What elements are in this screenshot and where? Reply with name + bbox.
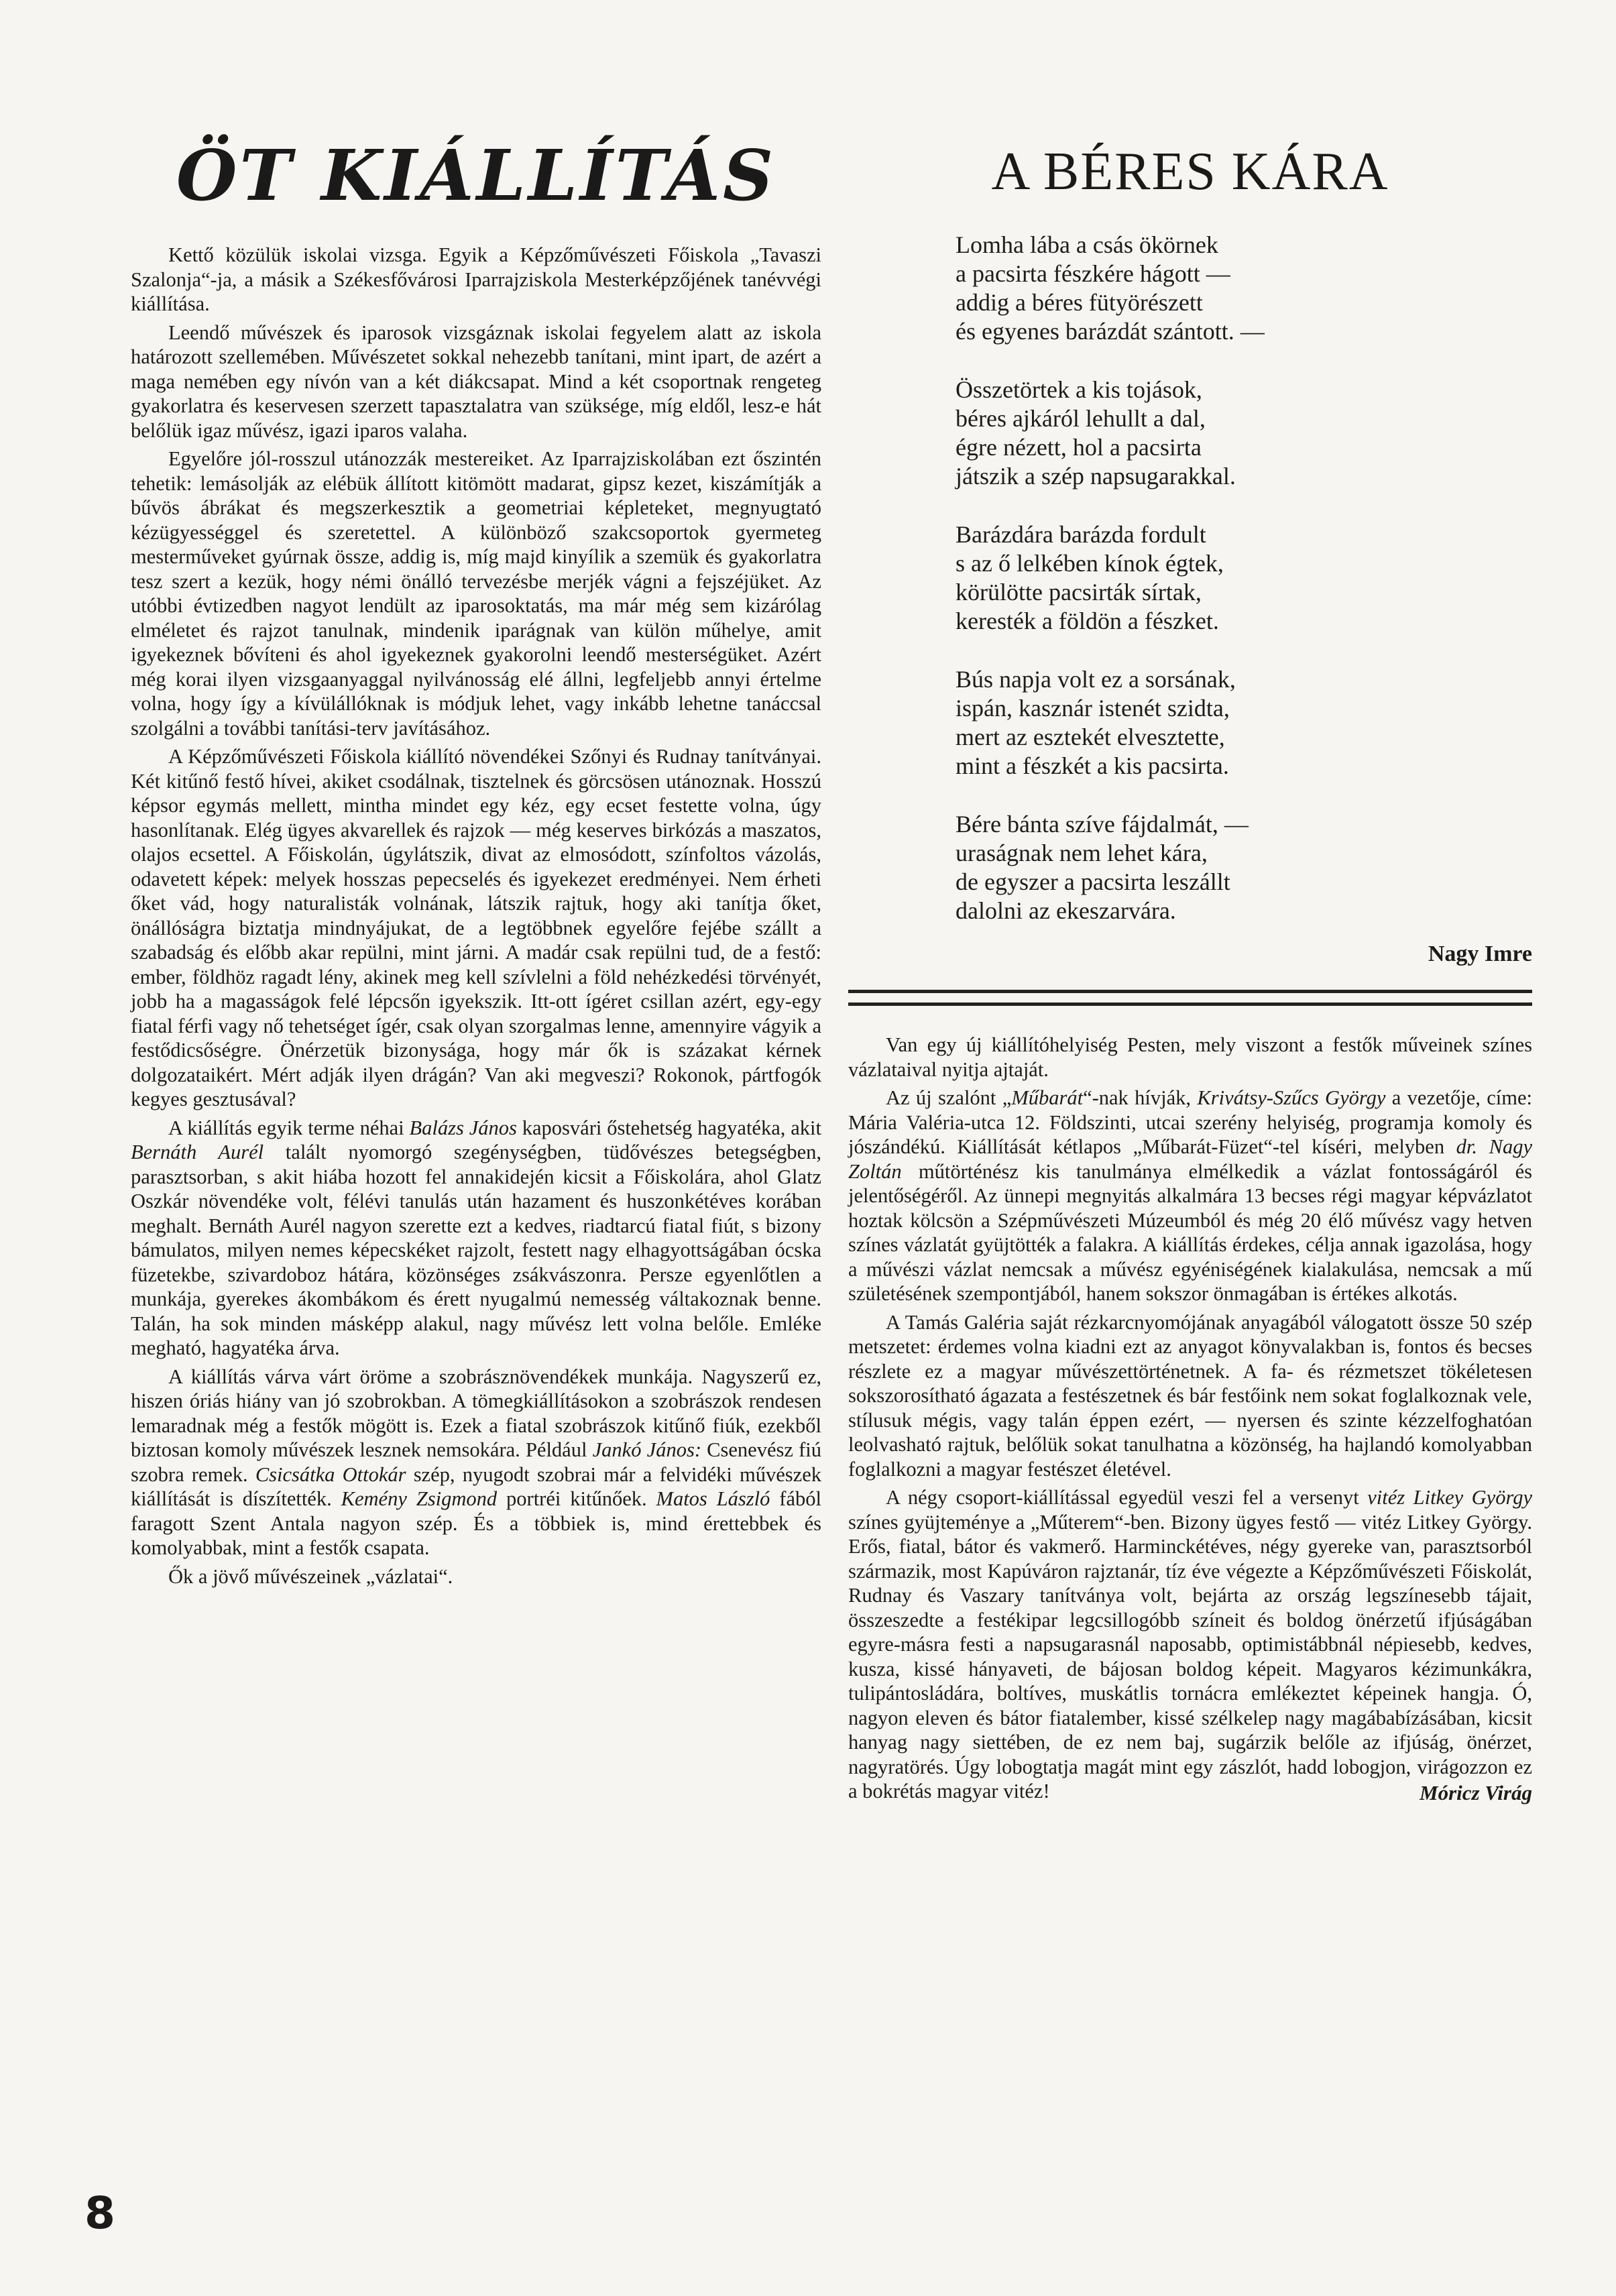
poem-line: keresték a földön a fészket. <box>956 608 1219 634</box>
poem-title: A BÉRES KÁRA <box>991 142 1389 201</box>
poem-line: mint a fészkét a kis pacsirta. <box>956 752 1229 779</box>
poem-line: addig a béres fütyörészett <box>956 289 1203 316</box>
paragraph: A Képzőművészeti Főiskola kiállító növendékei Szőnyi és Rudnay tanítványai. Két kitűnő festő hívei, akiket csodálnak, tisztelnek és görcsösen utánoznak. Hosszú képsor egymás mellett, mintha mindet egy kéz, egy ecset festette volna, úgy hasonlítanak. Elég ügyes akvarellek és rajzok — még keserves birkózás a maszatos, olajos ecsettel. A Főiskolán, úgylátszik, divat az elmosódott, színfoltos vázolás, odavetett képek: melyek hosszas pepecselés és igyekezet eredményei. Nem érheti őket vád, hogy naturalisták volnának, látszik rajtuk, hogy aki tanítja őket, önállóságra biztatja mindnyájukat, de a legtöbbnek egyelőre fejébe szállt a szabadság és előbb akar repülni, mint járni. A madár csak repülni tud, de a festő: ember, földhöz ragadt lény, akinek meg kell szívlelni a föld nehézkedési törvényét, jobb ha a magasságok felé lépcsőn igyekszik. Itt-ott ígéret csillan azért, egy-egy fiatal férfi vagy nő tehetséget ígér, csak olyan szorgalmas lenne, amennyire vágyik a festődicsőségre. Önérzetük bizonysága, hogy már ők is százakat kérnek dolgozataikért. Mért adják ilyen drágán? Van aki megveszi? Rokonok, pártfogók kegyes gesztusával? <box>131 745 821 1110</box>
italic-name: Bernáth Aurél <box>131 1141 264 1163</box>
poem-line: mert az esztekét elvesztette, <box>956 724 1225 750</box>
page-number: 8 <box>84 2187 115 2239</box>
italic-name: Kemény Zsigmond <box>341 1487 498 1510</box>
paragraph-closing: Ők a jövő művészeinek „vázlatai“. <box>168 1564 453 1588</box>
poem-stanza <box>956 665 1532 781</box>
poem-line: uraságnak nem lehet kára, <box>956 840 1208 866</box>
poem-line: égre nézett, hol a pacsirta <box>956 434 1202 461</box>
poem-line: Lomha lába a csás ökörnek <box>956 231 1218 258</box>
paragraph: Egyelőre jól-rosszul utánozzák mestereiket. Az Iparrajziskolában ezt őszintén tehetik: lemásolják az elébük állított kitömött madarat, gipsz kezet, kiszámítják a bűvös ábrákat és megszerkesztik a geometriai képleteket, megnyugtató kézügyességgel és szeretettel. A különböző szakcsoportok gyermeteg mesterműveket gyúrnak össze, addig is, míg majd kinyílik a szemük és gyakorlatra tesz szert a kezük, hogy némi önálló tervezésbe merjék vágni a fejszéjüket. Az utóbbi évtizedben nagyot lendült az iparosoktatás, ma már még sem kizárólag elméletet és rajzot tanulnak, mindenik iparágnak van külön műhelye, amit igyekeznek bővíteni és ahol igyekeznek gyakorolni leendő mesterségüket. Azért még korai ilyen vizsgaanyaggal nyilvánosság elé állni, legfeljebb annyi értelme volna, hogy így a kívülállóknak is módjuk lehet, vagy inkább lehetne tanáccsal szolgálni a további tanítási-terv javításához. <box>131 447 821 740</box>
poem-line: és egyenes barázdát szántott. — <box>956 318 1265 345</box>
poem-author: Nagy Imre <box>1428 941 1532 966</box>
paragraph: Az új szalónt „Műbarát“-nak hívják, Krivátsy-Szűcs György a vezetője, címe: Mária Valéria-utca 12. Földszinti, utcai szerény helyiség, programja komoly és jószándékú. Kiállítását kétlapos „Műbarát-Füzet“-tel kíséri, melyben dr. Nagy Zoltán műtörténész kis tanulmánya elmélkedik a vázlat fontosságáról és jelentőségéről. Az ünnepi megnyitás alkalmára 13 becses régi magyar képvázlatot hoztak kölcsön a Szépművészeti Múzeumból és még 20 élő művész vagy hetven színes vázlatát gyüjtötték a falakra. A kiállítás érdekes, célja annak igazolása, hogy a művészi vázlat nemcsak a művész egyéniségének kialakulása, nemcsak a mű születésének szempontjából, hanem sokszor önmagában is értékes alkotás. <box>848 1086 1532 1305</box>
paragraph: A Tamás Galéria saját rézkarcnyomójának anyagából válogatott össze 50 szép metszetet: érdemes volna kiadni ezt az anyagot könyvalakban is, fontos és becses részlete ez a magyar művészettörténetnek. A fa- és rézmetszet tökéletesen sokszorosítható ágazata a festészetnek és bár festőink nem sokat foglalkoznak vele, stílusuk mégis, vagy talán éppen ezért, — nyersen és szinte kézzelfoghatóan leolvasható rajtuk, belőlük sokat tanulhatna a közönség, ha hajlandó komolyabban foglalkozni a magyar festészet életével. <box>848 1310 1532 1481</box>
poem-stanza <box>956 810 1532 925</box>
article-title-ot-kiallitas: ÖT KIÁLLÍTÁS <box>176 134 776 217</box>
section-divider <box>848 990 1532 1006</box>
poem-line: de egyszer a pacsirta leszállt <box>956 868 1230 895</box>
paragraph: A kiállítás egyik terme néhai Balázs János kaposvári őstehetség hagyatéka, akit Bernáth Aurél talált nyomorgó szegénységben, tüdővészes betegségben, parasztsorban, s akit hiába hozott fel annakidején kicsit a Főiskolára, ahol Glatz Oszkár növendéke volt, félévi tanulás után hazament és huszonkétéves korában meghalt. Bernáth Aurél nagyon szerette ezt a kedves, riadtarcú fiatal fiút, s bizony bámulatos, milyen nemes képecskéket rajzolt, festett nagy elhagyottságában ócska füzetekbe, szivardoboz hátára, közönséges zsákvászonra. Persze egyenlőtlen a munkája, gyerekes ákombákom és érett nyugalmú nemesség váltakoznak benne. Talán, ha sok minden másképp alakul, nagy művész lett volna belőle. Emléke megható, hagyatéka árva. <box>131 1116 821 1359</box>
article-body-exhibitions <box>848 1033 1532 1804</box>
italic-name: Műbarát <box>1011 1086 1084 1109</box>
italic-name: dr. Nagy Zoltán <box>848 1135 1532 1183</box>
paragraph: Van egy új kiállítóhelyiség Pesten, mely viszont a festők műveinek színes vázlataival nyitja ajtaját. <box>848 1033 1532 1081</box>
poem-line: játszik a szép napsugarakkal. <box>956 463 1236 490</box>
poem-line: Barázdára barázda fordult <box>956 521 1206 548</box>
left-column <box>131 121 821 1590</box>
poem-line: s az ő lelkében kínok égtek, <box>956 550 1224 577</box>
italic-name: Krivátsy-Szűcs György <box>1197 1086 1386 1109</box>
poem-stanza <box>956 520 1532 636</box>
poem-stanza <box>956 231 1532 346</box>
poem-line: béres ajkáról lehullt a dal, <box>956 405 1206 432</box>
poem-line: a pacsirta fészkére hágott — <box>956 260 1230 287</box>
poem-line: ispán, kasznár istenét szidta, <box>956 695 1230 722</box>
italic-name: Matos László <box>656 1487 770 1510</box>
poem-line: körülötte pacsirták sírtak, <box>956 579 1202 606</box>
poem-line: dalolni az ekeszarvára. <box>956 897 1176 924</box>
poem-line: Összetörtek a kis tojások, <box>956 376 1202 403</box>
poem-line: Bús napja volt ez a sorsának, <box>956 666 1236 693</box>
poem-stanza <box>956 376 1532 491</box>
italic-name: Csicsátka Ottokár <box>255 1462 406 1486</box>
article-body-ot-kiallitas <box>131 243 821 1589</box>
paragraph: A négy csoport-kiállítással egyedül veszi fel a versenyt vitéz Litkey György színes gyüjteménye a „Műterem“-ben. Bizony ügyes festő — vitéz Litkey György. Erős, fiatal, bátor és vakmerő. Harminckétéves, négy gyereke van, parasztsorból származik, most Kapúváron rajztanár, tíz éve végezte a Képzőművészeti Főiskolát, Rudnay és Vaszary tanítványa volt, bejárta az ország legszínesebb tájait, összeszedte a festékipar legcsillogóbb színeit és boldog önérzetű ifjúságában egyre-másra festi a napsugarasnál naposabb, optimistábbnál népiesebb, kedves, kusza, kissé hányaveti, de bájosan boldog képeit. Magyaros kézimunkákra, tulipántosládára, boltíves, muskátlis tornácra emlékeztet képeinek hangja. Ó, nagyon eleven és bátor fiatalember, kissé szélkelep nagy magábabízásában, kicsit hanyag nagy siettében, de ez nem baj, sugárzik belőle az ifjúság, önérzet, nagyratörés. Úgy lobogtatja magát mint egy zászlót, hadd lobogjon, virágozzon ez a bokrétás magyar vitéz! <box>848 1486 1532 1802</box>
poem-line: Bére bánta szíve fájdalmát, — <box>956 811 1249 838</box>
italic-name: Balázs János <box>409 1116 517 1139</box>
italic-name: vitéz Litkey György <box>1367 1486 1532 1509</box>
article-signature: Móricz Virág <box>1420 1780 1532 1804</box>
italic-name: Jankó János: <box>592 1438 701 1461</box>
right-column <box>848 121 1532 1805</box>
paragraph: Leendő művészek és iparosok vizsgáznak iskolai fegyelem alatt az iskola határozott szellemében. Művészetet sokkal nehezebb tanítani, mint ipart, de azért a maga nemében egy nívón van a két diákcsapat. Mind a két csoportnak rengeteg gyakorlatra és keservesen szerzett tapasztalatra van szüksége, míg eldől, lesz-e hát belőlük igaz művész, igazi iparos valaha. <box>131 321 821 442</box>
poem-body <box>956 231 1532 925</box>
paragraph: Kettő közülük iskolai vizsga. Egyik a Képzőművészeti Főiskola „Tavaszi Szalonja“-ja, a másik a Székesfővárosi Iparrajziskola Mesterképzőjének tanévvégi kiállítása. <box>131 243 821 315</box>
paragraph: A kiállítás várva várt öröme a szobrásznövendékek munkája. Nagyszerű ez, hiszen óriás hiány van jó szobrokban. A tömegkiállításokon a szobrászok rendesen lemaradnak még a festők mögött is. Ezek a fiatal szobrászok kitűnő fiúk, ezekből biztosan komoly művészek lesznek nemsokára. Például Jankó János: Csenevész fiú szobra remek. Csicsátka Ottokár szép, nyugodt szobrai már a felvidéki művészek kiállítását is díszítették. Kemény Zsigmond portréi kitűnőek. Matos László fából faragott Szent Antala nagyon szép. És a többiek is, mind érettebbek és komolyabbak, mint a festők csapata. <box>131 1365 821 1559</box>
